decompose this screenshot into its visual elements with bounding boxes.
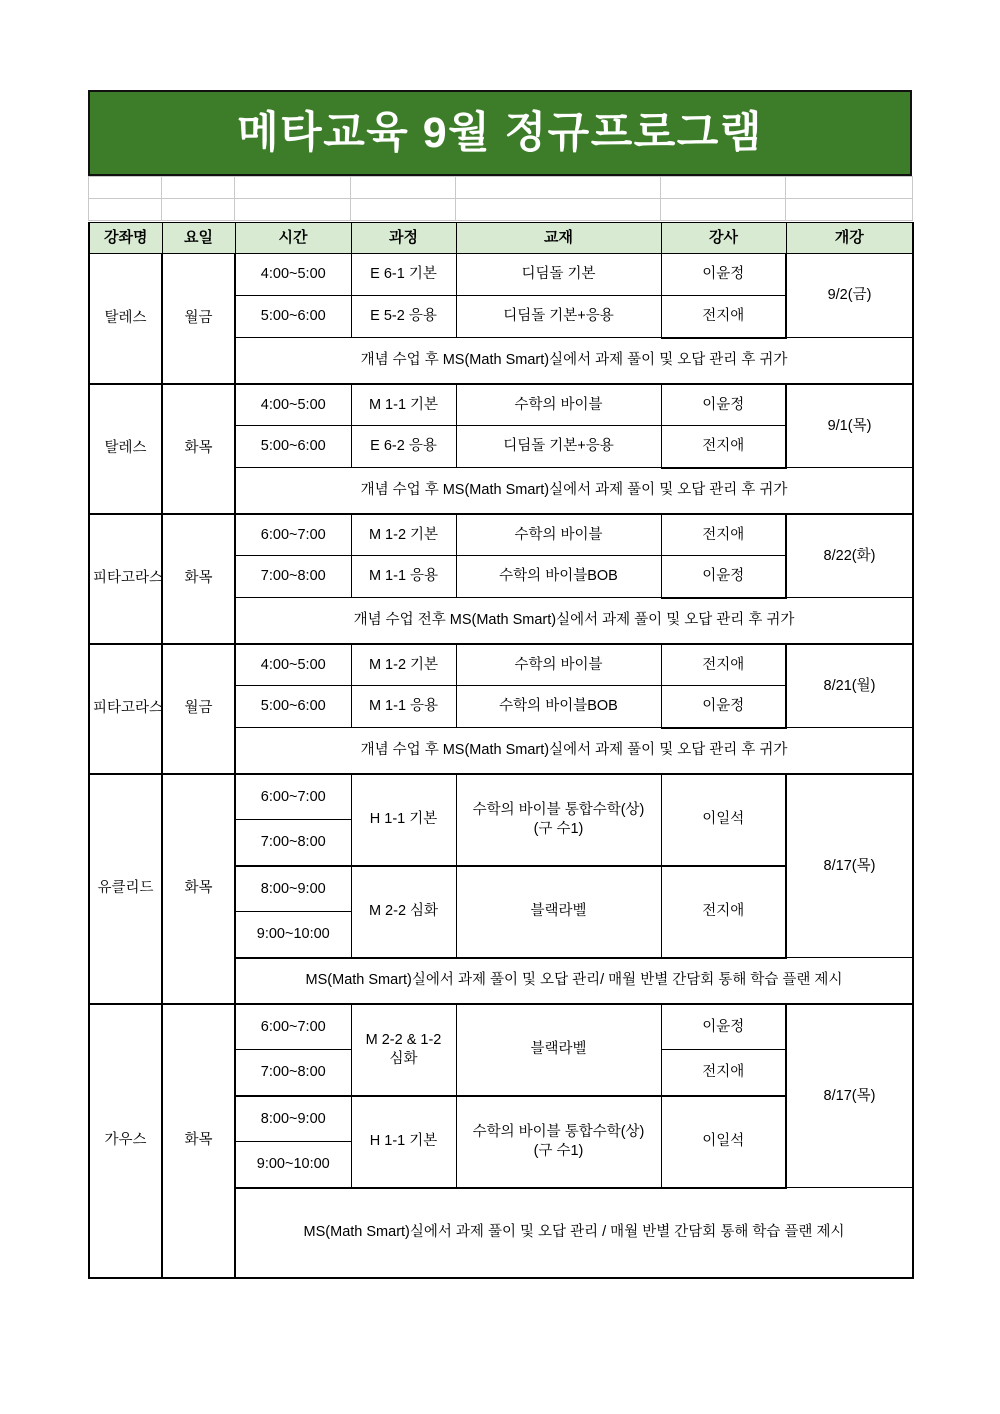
lesson-teacher: 이일석 — [661, 1096, 786, 1188]
lesson-teacher: 전지애 — [661, 426, 786, 468]
column-header-day: 요일 — [162, 223, 235, 254]
lesson-time: 7:00~8:00 — [235, 820, 351, 866]
course-days: 월금 — [162, 644, 235, 774]
lesson-textbook: 블랙라벨 — [456, 866, 661, 958]
column-header-teacher: 강사 — [661, 223, 786, 254]
lesson-textbook: 수학의 바이블 — [456, 644, 661, 686]
blank-cell — [162, 177, 235, 199]
textbook-sub: (구 수1) — [533, 1142, 584, 1159]
column-header-course: 강좌명 — [89, 223, 162, 254]
lesson-textbook: 수학의 바이블BOB — [456, 686, 661, 728]
lesson-textbook — [456, 1096, 661, 1188]
blank-cell — [661, 199, 786, 221]
lesson-textbook: 디딤돌 기본+응용 — [456, 426, 661, 468]
lesson-level: E 6-1 기본 — [351, 254, 456, 296]
lesson-time: 7:00~8:00 — [235, 556, 351, 598]
program-schedule-table — [88, 222, 914, 1279]
lesson-time: 4:00~5:00 — [235, 254, 351, 296]
blank-cell — [162, 199, 235, 221]
lesson-level: M 2-2 심화 — [351, 866, 456, 958]
block-note: MS(Math Smart)실에서 과제 풀이 및 오답 관리 / 매월 반별 간담회 통해 학습 플랜 제시 — [235, 1188, 913, 1278]
textbook-main: 수학의 바이블 통합수학(상) — [472, 802, 645, 819]
lesson-teacher: 전지애 — [661, 296, 786, 338]
lesson-teacher: 전지애 — [661, 514, 786, 556]
blank-cell — [456, 177, 661, 199]
table-header-row — [89, 223, 913, 254]
blank-cell — [786, 199, 913, 221]
lesson-time: 5:00~6:00 — [235, 426, 351, 468]
course-start-date: 9/2(금) — [786, 254, 913, 338]
table-row — [89, 254, 913, 296]
blank-cell — [786, 177, 913, 199]
lesson-level — [351, 1004, 456, 1096]
course-start-date: 8/17(목) — [786, 774, 913, 958]
blank-row — [89, 199, 913, 221]
lesson-time: 6:00~7:00 — [235, 1004, 351, 1050]
block-note: 개념 수업 전후 MS(Math Smart)실에서 과제 풀이 및 오답 관리 후 귀가 — [235, 598, 913, 644]
schedule-sheet — [88, 90, 912, 1279]
lesson-level: M 1-2 기본 — [351, 644, 456, 686]
block-note: 개념 수업 후 MS(Math Smart)실에서 과제 풀이 및 오답 관리 후 귀가 — [235, 468, 913, 514]
lesson-teacher: 이윤정 — [661, 254, 786, 296]
column-header-time: 시간 — [235, 223, 351, 254]
lesson-teacher: 전지애 — [661, 866, 786, 958]
lesson-teacher: 이일석 — [661, 774, 786, 866]
lesson-time: 5:00~6:00 — [235, 686, 351, 728]
lesson-textbook: 디딤돌 기본+응용 — [456, 296, 661, 338]
block-note: 개념 수업 후 MS(Math Smart)실에서 과제 풀이 및 오답 관리 후 귀가 — [235, 728, 913, 774]
blank-cell — [351, 199, 456, 221]
table-row — [89, 1004, 913, 1050]
blank-cell — [661, 177, 786, 199]
lesson-time: 9:00~10:00 — [235, 912, 351, 958]
lesson-time: 6:00~7:00 — [235, 774, 351, 820]
blank-cell — [351, 177, 456, 199]
table-row — [89, 774, 913, 820]
course-days: 화목 — [162, 514, 235, 644]
lesson-time: 4:00~5:00 — [235, 384, 351, 426]
lesson-teacher: 전지애 — [661, 1050, 786, 1096]
lesson-textbook: 디딤돌 기본 — [456, 254, 661, 296]
blank-cell — [235, 199, 351, 221]
lesson-teacher: 이윤정 — [661, 556, 786, 598]
column-header-level: 과정 — [351, 223, 456, 254]
page-title: 메타교육 9월 정규프로그램 — [237, 108, 763, 157]
lesson-teacher: 이윤정 — [661, 384, 786, 426]
lesson-level: M 1-2 기본 — [351, 514, 456, 556]
table-row — [89, 514, 913, 556]
block-note: MS(Math Smart)실에서 과제 풀이 및 오답 관리/ 매월 반별 간담회 통해 학습 플랜 제시 — [235, 958, 913, 1004]
course-days: 화목 — [162, 774, 235, 1004]
lesson-time: 7:00~8:00 — [235, 1050, 351, 1096]
course-days: 월금 — [162, 254, 235, 384]
lesson-textbook: 수학의 바이블 — [456, 384, 661, 426]
course-name: 가우스 — [89, 1004, 162, 1278]
course-start-date: 8/22(화) — [786, 514, 913, 598]
lesson-level: M 1-1 기본 — [351, 384, 456, 426]
course-name: 탈레스 — [89, 384, 162, 514]
course-days: 화목 — [162, 384, 235, 514]
lesson-textbook: 수학의 바이블BOB — [456, 556, 661, 598]
blank-row — [89, 177, 913, 199]
course-name: 피타고라스 — [89, 514, 162, 644]
lesson-teacher: 전지애 — [661, 644, 786, 686]
column-header-textbook: 교재 — [456, 223, 661, 254]
lesson-textbook: 수학의 바이블 — [456, 514, 661, 556]
column-header-start: 개강 — [786, 223, 913, 254]
lesson-time: 8:00~9:00 — [235, 866, 351, 912]
textbook-main: 수학의 바이블 통합수학(상) — [472, 1124, 645, 1141]
blank-cell — [456, 199, 661, 221]
course-name: 피타고라스 — [89, 644, 162, 774]
lesson-level: E 5-2 응용 — [351, 296, 456, 338]
program-title-banner — [88, 90, 912, 176]
lesson-textbook: 블랙라벨 — [456, 1004, 661, 1096]
course-name: 유클리드 — [89, 774, 162, 1004]
level-sub: 심화 — [389, 1050, 418, 1067]
lesson-level: H 1-1 기본 — [351, 774, 456, 866]
course-start-date: 8/17(목) — [786, 1004, 913, 1188]
blank-cell — [89, 177, 162, 199]
block-note: 개념 수업 후 MS(Math Smart)실에서 과제 풀이 및 오답 관리 후 귀가 — [235, 338, 913, 384]
lesson-time: 9:00~10:00 — [235, 1142, 351, 1188]
blank-cell — [89, 199, 162, 221]
lesson-time: 8:00~9:00 — [235, 1096, 351, 1142]
course-name: 탈레스 — [89, 254, 162, 384]
lesson-time: 5:00~6:00 — [235, 296, 351, 338]
lesson-teacher: 이윤정 — [661, 1004, 786, 1050]
textbook-sub: (구 수1) — [533, 820, 584, 837]
lesson-time: 4:00~5:00 — [235, 644, 351, 686]
blank-spacer-rows — [88, 176, 913, 221]
course-start-date: 8/21(월) — [786, 644, 913, 728]
lesson-level: M 1-1 응용 — [351, 686, 456, 728]
blank-cell — [235, 177, 351, 199]
lesson-textbook — [456, 774, 661, 866]
table-row — [89, 644, 913, 686]
lesson-time: 6:00~7:00 — [235, 514, 351, 556]
lesson-teacher: 이윤정 — [661, 686, 786, 728]
course-days: 화목 — [162, 1004, 235, 1278]
table-row — [89, 384, 913, 426]
level-main: M 2-2 & 1-2 — [365, 1032, 442, 1049]
lesson-level: H 1-1 기본 — [351, 1096, 456, 1188]
course-start-date: 9/1(목) — [786, 384, 913, 468]
lesson-level: M 1-1 응용 — [351, 556, 456, 598]
lesson-level: E 6-2 응용 — [351, 426, 456, 468]
